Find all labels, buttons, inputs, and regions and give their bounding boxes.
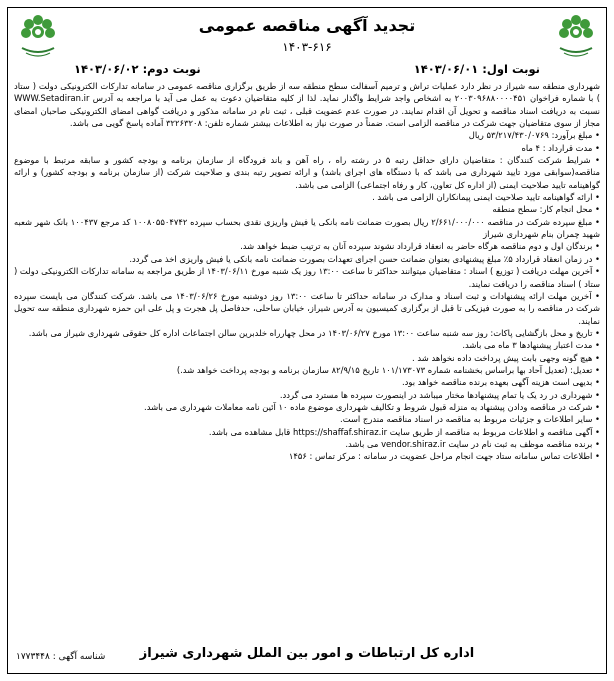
- issuing-organization: اداره کل ارتباطات و امور بین الملل شهرداری شیراز: [139, 646, 475, 661]
- condition-item: • در زمان انعقاد قرارداد ۵٪ مبلغ پیشنهادی بعنوان ضمانت حسن اجرای تعهدات بصورت ضمانت نامه بانکی یا فیش واریزی اخذ می گردد.: [129, 253, 600, 264]
- condition-item: • مدت اعتبار پیشنهادها ۳ ماه می باشد.: [462, 340, 600, 351]
- condition-item: • آخرین مهلت دریافت ( توزیع ) اسناد : متقاضیان میتوانند حداکثر تا ساعت ۱۳:۰۰ روز یک شنبه مورخ ۱۴۰۳/۰۶/۱۱ از طریق مراجعه به سامانه تدارکات الکترونیکی دولت ( ستاد ) اسناد مناقصه را دریافت نمایند.: [14, 266, 600, 289]
- condition-item: • تعدیل: (تعدیل آحاد بها براساس بخشنامه شماره ۱۰۱/۱۷۳۰۷۳ تاریخ ۸۲/۹/۱۵ سازمان برنامه و بودجه پرداخت خواهد شد.): [176, 364, 600, 375]
- condition-item: • آخرین مهلت ارائه پیشنهادات و ثبت اسناد و مدارک در سامانه حداکثر تا ساعت ۱۳:۰۰ روز دوشنبه مورخ ۱۴۰۳/۰۶/۲۶ می باشد. شرکت کنندگان می بایست سپرده شرکت در مناقصه را به صورت فیزیکی تا قبل از برگزاری کمیسیون به آدرس شیراز، خیابان ساحلی، حدفاصل پل هجرت و پل علی ابن حمزه شهرداری منطقه سه تحویل نمایند.: [14, 290, 600, 326]
- condition-item: • شرایط شرکت کنندگان : متقاضیان دارای حداقل رتبه ۵ در رشته راه ، راه آهن و باند فرودگاه از سازمان برنامه و بودجه کشور و سابقه مرتبط با موضوع مناقصه(سوابقی مورد تایید شهرداری می باشد که با دستگاه های اجرای باشد) و ارائه تصویر رتبه بندی و صلاحیت شرکت (از سازمان برنامه و بودجه کشور) و ارائه گواهینامه تایید صلاحیت ایمنی (از اداره کل تعاون، کار و رفاه اجتماعی) الزامی می باشد.: [14, 155, 600, 190]
- condition-item: • مبلغ برآورد: ۵۳/۲۱۷/۴۳۰/۰۷۶۹ ریال: [468, 130, 600, 141]
- publication-turns: [74, 62, 540, 76]
- condition-item: • شهرداری در رد یک یا تمام پیشنهادها مختار میباشد در اینصورت سپرده ها مسترد می گردد.: [279, 389, 600, 400]
- condition-item: • برنده مناقصه موظف به ثبت نام در سایت vendor.shiraz.ir می باشد.: [345, 438, 600, 449]
- condition-item: • آگهی مناقصه و اطلاعات مربوط به مناقصه از طریق سایت https://shaffaf.shiraz.ir قابل مشاهده می باشد.: [208, 426, 600, 437]
- condition-item: • تاریخ و محل بازگشایی پاکات: روز سه شنبه ساعت ۱۳:۰۰ مورخ ۱۴۰۳/۰۶/۲۷ در محل چهارراه خلدبرین سالن اجتماعات اداره کل حقوقی شهرداری شیراز می باشد.: [28, 327, 600, 338]
- first-turn-date: نوبت اول: ۱۴۰۳/۰۶/۰۱: [413, 62, 540, 76]
- condition-item: • مدت قرارداد : ۴ ماه: [521, 142, 600, 153]
- intro-paragraph: شهرداری منطقه سه شیراز در نظر دارد عملیات تراش و ترمیم آسفالت سطح منطقه سه از طریق برگزاری مناقصه عمومی در سامانه تدارکات الکترونیکی دولت ( ستاد ) با شماره فراخوان ۲۰۰۳۰۹۶۸۸۰۰۰۰۴۵۱ به اشخاص واجد شرایط واگذار نماید. لذا از کلیه متقاضیان دعوت به عمل می آید با مراجعه به آدرس WWW.Setadiran.ir نسبت به دریافت اسناد مناقصه و تحویل آن اقدام نمایند. در صورت عدم عضویت قبلی ، ثبت نام در سامانه مذکور و دریافت گواهی امضای الکترونیکی صاحبان امضای مجاز از سوی متقاضیان جهت شرکت در مناقصه الزامی است. ضمناً در صورت نیاز به اطلاعات بیشتر شماره تلفن: ۳۲۲۶۳۲۰۸ آماده پاسخ گویی می باشد.: [14, 81, 600, 129]
- condition-item: • مبلغ سپرده شرکت در مناقصه ۲/۶۶۱/۰۰۰/۰۰۰ ریال بصورت ضمانت نامه بانکی یا فیش واریزی نقدی بحساب سپرده ۱۰۰۸۰۵۵۰۴۷۴۲ کد مرجع ۱۰۰۴۳۷ بانک شهر شعبه شهید چمران بنام شهرداری شیراز: [14, 216, 600, 240]
- condition-item: • شرکت در مناقصه ودادن پیشنهاد به منزله قبول شروط و تکالیف شهرداری موضوع ماده ۱۰ آئین نامه معاملات شهرداری می باشد.: [144, 401, 600, 412]
- condition-item: • برندگان اول و دوم مناقصه هرگاه حاضر به انعقاد قرارداد نشوند سپرده آنان به ترتیب ضبط خواهد شد.: [240, 241, 600, 252]
- condition-item: • ارائه گواهینامه تایید صلاحیت ایمنی پیمانکاران الزامی می باشد .: [372, 192, 600, 203]
- condition-item: • هیچ گونه وجهی بابت پیش پرداخت داده نخواهد شد .: [412, 352, 600, 363]
- second-turn-date: نوبت دوم: ۱۴۰۳/۰۶/۰۲: [74, 62, 201, 76]
- notice-title: تجدید آگهی مناقصه عمومی: [198, 16, 416, 35]
- notice-code: ۱۴۰۳-۶۱۶: [282, 40, 332, 54]
- condition-item: • بدیهی است هزینه آگهی بعهده برنده مناقصه خواهد بود.: [401, 377, 600, 388]
- ad-identifier: شناسه آگهی : ۱۷۷۳۴۴۸: [16, 652, 106, 662]
- condition-item: • سایر اطلاعات و جزئیات مربوط به مناقصه در اسناد مناقصه مندرج است.: [340, 414, 600, 425]
- condition-item: • اطلاعات تماس سامانه ستاد جهت انجام مراحل عضویت در سامانه : مرکز تماس : ۱۴۵۶: [288, 451, 600, 462]
- notice-body: [14, 80, 600, 610]
- condition-item: • محل انجام کار: سطح منطقه: [492, 204, 600, 215]
